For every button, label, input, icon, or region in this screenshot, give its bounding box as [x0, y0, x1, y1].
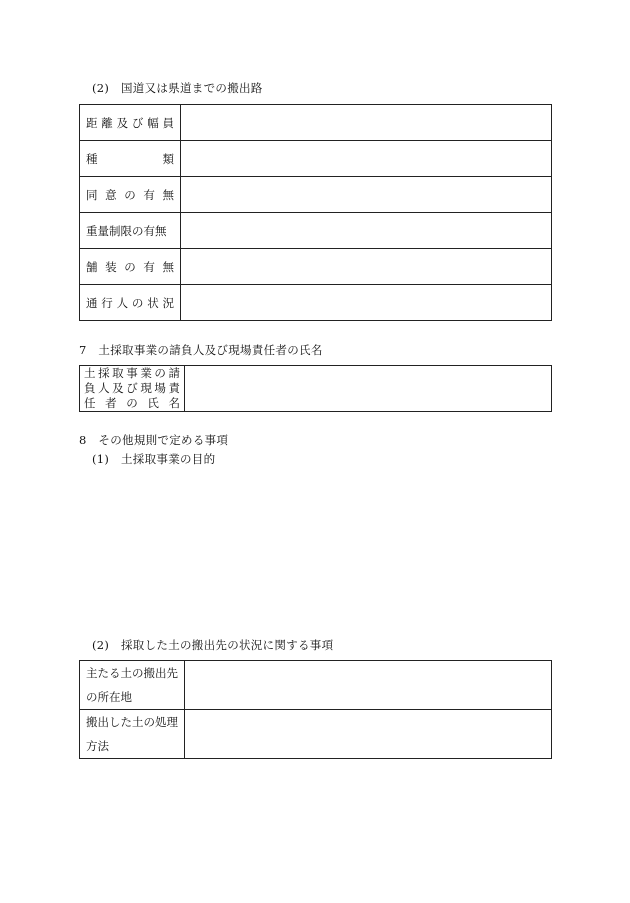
access-road-row: [80, 141, 552, 177]
label-char: 通: [86, 295, 98, 310]
label-char: 意: [105, 187, 117, 202]
access-road-row: [80, 213, 552, 249]
access-road-row: [80, 249, 552, 285]
label-char: び: [131, 115, 144, 130]
label-char: び: [126, 381, 138, 395]
label-char: 有: [143, 259, 155, 274]
contractor-label-line: [84, 396, 180, 411]
label-char: 名: [168, 396, 180, 410]
access-road-value: [181, 285, 552, 321]
disposal-label: [80, 661, 185, 710]
disposal-row: [80, 710, 552, 759]
contractor-label-line: [84, 381, 180, 396]
label-char: 土: [84, 366, 96, 380]
access-road-label: [80, 105, 181, 141]
access-road-value: [181, 105, 552, 141]
label-char: 現: [140, 381, 152, 395]
access-road-row: [80, 177, 552, 213]
label-char: 採: [98, 366, 110, 380]
disposal-label-line: 搬出した土の処理: [86, 715, 178, 729]
label-char: 負: [84, 381, 96, 395]
label-char: の: [124, 187, 136, 202]
label-char: 及: [112, 381, 124, 395]
section7-heading: 7 土採取事業の請負人及び現場責任者の氏名: [79, 343, 323, 357]
label-char: 有: [143, 187, 155, 202]
label-char: 無: [162, 259, 174, 274]
contractor-label-line: [84, 366, 180, 381]
label-char: 請: [168, 366, 180, 380]
section8-sub1-heading: (1) 土採取事業の目的: [92, 452, 216, 466]
label-char: の: [154, 366, 166, 380]
access-road-value: [181, 249, 552, 285]
label-char: 状: [147, 295, 159, 310]
label-char: 舗: [86, 259, 98, 274]
label-char: 距: [86, 115, 98, 130]
access-road-row: [80, 285, 552, 321]
label-char: 装: [105, 259, 117, 274]
access-road-label: [80, 285, 181, 321]
access-road-label: [80, 249, 181, 285]
disposal-value: [185, 710, 552, 759]
section6-2-heading: (2) 国道又は県道までの搬出路: [92, 81, 263, 95]
label-char: 人: [116, 295, 129, 310]
label-char: 任: [84, 396, 96, 410]
label-char: 無: [162, 187, 174, 202]
label-char: 重量制限の有無: [86, 223, 167, 238]
disposal-table: [79, 660, 552, 759]
access-road-label: [80, 141, 181, 177]
contractor-row: [80, 366, 552, 412]
label-char: 場: [154, 381, 166, 395]
label-char: 況: [162, 295, 174, 310]
access-road-value: [181, 213, 552, 249]
contractor-table: [79, 365, 552, 412]
access-road-row: [80, 105, 552, 141]
label-char: の: [126, 396, 138, 410]
disposal-row: [80, 661, 552, 710]
disposal-value: [185, 661, 552, 710]
label-char: 者: [105, 396, 117, 410]
label-char: 員: [162, 115, 174, 130]
access-road-table: [79, 104, 552, 321]
access-road-label: [80, 213, 181, 249]
label-char: 及: [116, 115, 129, 130]
label-char: 取: [112, 366, 124, 380]
label-char: の: [124, 259, 136, 274]
label-char: 類: [162, 151, 174, 166]
disposal-label-line: 主たる土の搬出先: [86, 666, 178, 680]
label-char: 離: [101, 115, 113, 130]
label-char: 業: [140, 366, 152, 380]
section8-sub2-heading: (2) 採取した土の搬出先の状況に関する事項: [92, 638, 334, 652]
disposal-label-line: の所在地: [86, 690, 132, 704]
access-road-value: [181, 177, 552, 213]
label-char: 同: [86, 187, 98, 202]
disposal-label: [80, 710, 185, 759]
label-char: 種: [86, 151, 98, 166]
label-char: 人: [98, 381, 110, 395]
label-char: 事: [126, 366, 138, 380]
access-road-label: [80, 177, 181, 213]
label-char: 幅: [147, 115, 159, 130]
disposal-label-line: 方法: [86, 739, 109, 753]
label-char: 氏: [147, 396, 159, 410]
label-char: 行: [101, 295, 113, 310]
label-char: の: [131, 295, 144, 310]
contractor-label-cell: [80, 366, 185, 412]
access-road-value: [181, 141, 552, 177]
label-char: 責: [168, 381, 180, 395]
section8-heading: 8 その他規則で定める事項: [79, 433, 229, 447]
contractor-value-cell: [185, 366, 552, 412]
